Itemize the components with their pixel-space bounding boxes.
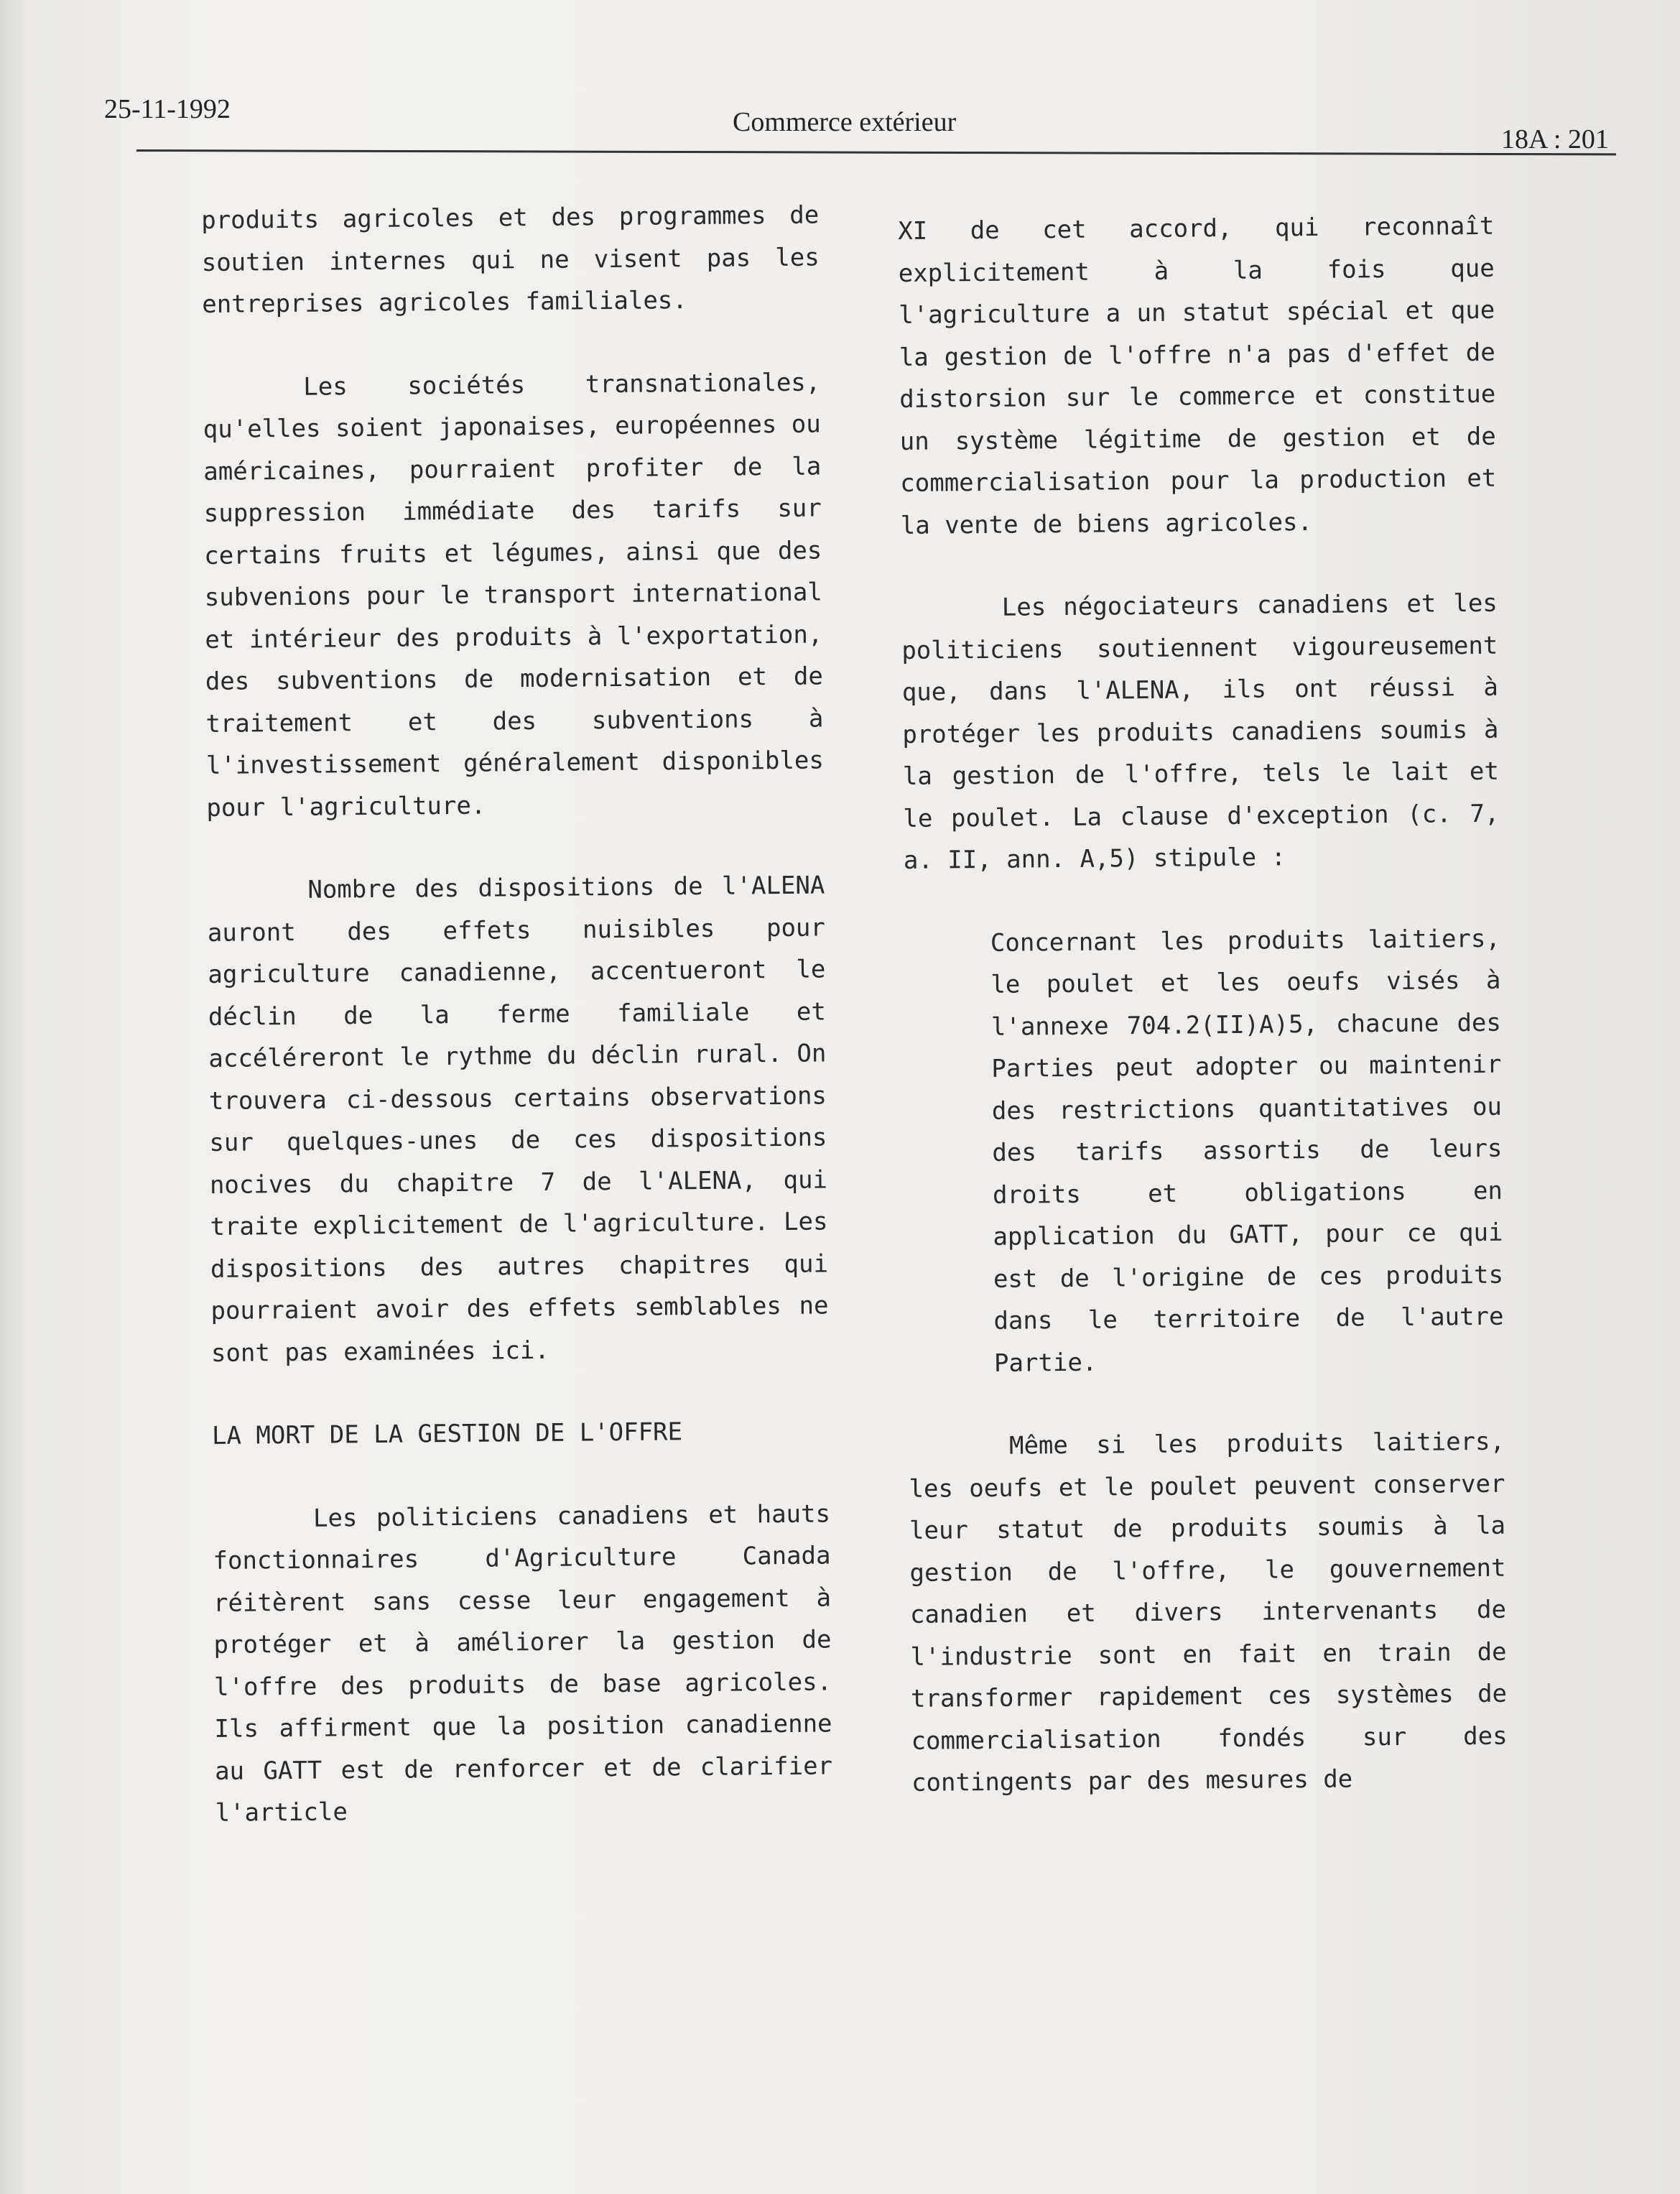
paragraph: Les négociateurs canadiens et les politiciens soutiennent vigoureusement que, dans l'ALENA, ils ont réussi à protéger les produits canadiens soumis à la gestion de l'offre, tels le lait et le poulet. La clause d'exception (c. 7, a. II, ann. A,5) stipule : — [901, 588, 1500, 875]
header-title: Commerce extérieur — [733, 107, 957, 137]
header-rule — [136, 149, 1616, 155]
left-column — [201, 194, 833, 1834]
paragraph: Nombre des dispositions de l'ALENA auront des effets nuisibles pour agriculture canadienne, accentueront le déclin de la ferme familiale et accéléreront le rythme du déclin rural. On trouvera ci-dessous certains observations sur quelques-unes de ces dispositions nocives du chapitre 7 de l'ALENA, qui traite explicitement de l'agriculture. Les dispositions des autres chapitres qui pourraient avoir des effets semblables ne sont pas examinées ici. — [207, 871, 829, 1368]
paragraph: produits agricoles et des programmes de soutien internes qui ne visent pas les entreprises agricoles familiales. — [201, 200, 820, 319]
block-quote: Concernant les produits laitiers, le poulet et les oeufs visés à l'annexe 704.2(II)A)5, chacune des Parties peut adopter ou maintenir des restrictions quantitatives ou des tarifs assortis de leurs droits et obligations en application du GATT, pour ce qui est de l'origine de ces produits dans le territoire de l'autre Partie. — [990, 924, 1504, 1378]
header-date: 25-11-1992 — [104, 94, 231, 124]
paragraph: XI de cet accord, qui reconnaît explicitement à la fois que l'agriculture a un statut spécial et que la gestion de l'offre n'a pas d'effet de distorsion sur le commerce et constitue un système légitime de gestion et de commercialisation pour la production et la vente de biens agricoles. — [898, 211, 1497, 540]
section-heading: LA MORT DE LA GESTION DE L'OFFRE — [211, 1417, 683, 1450]
header-page-ref: 18A : 201 — [1501, 124, 1609, 154]
paragraph: Les sociétés transnationales, qu'elles soient japonaises, européennes ou américaines, pourraient profiter de la suppression immédiate des tarifs sur certains fruits et légumes, ainsi que des subvenions pour le transport international et intérieur des produits à l'exportation, des subventions de modernisation et de traitement et des subventions à l'investissement généralement disponibles pour l'agriculture. — [203, 367, 825, 823]
right-column — [898, 205, 1508, 1805]
paragraph: Même si les produits laitiers, les oeufs et le poulet peuvent conserver leur statut de produits soumis à la gestion de l'offre, le gouvernement canadien et divers intervenants de l'industrie sont en fait en train de transformer rapidement ces systèmes de commercialisation fondés sur des contingents par des mesures de — [909, 1427, 1508, 1797]
paragraph: Les politiciens canadiens et hauts fonctionnaires d'Agriculture Canada réitèrent sans cesse leur engagement à protéger et à améliorer la gestion de l'offre des produits de base agricoles. Ils affirment que la position canadienne au GATT est de renforcer et de clarifier l'article — [213, 1499, 833, 1828]
